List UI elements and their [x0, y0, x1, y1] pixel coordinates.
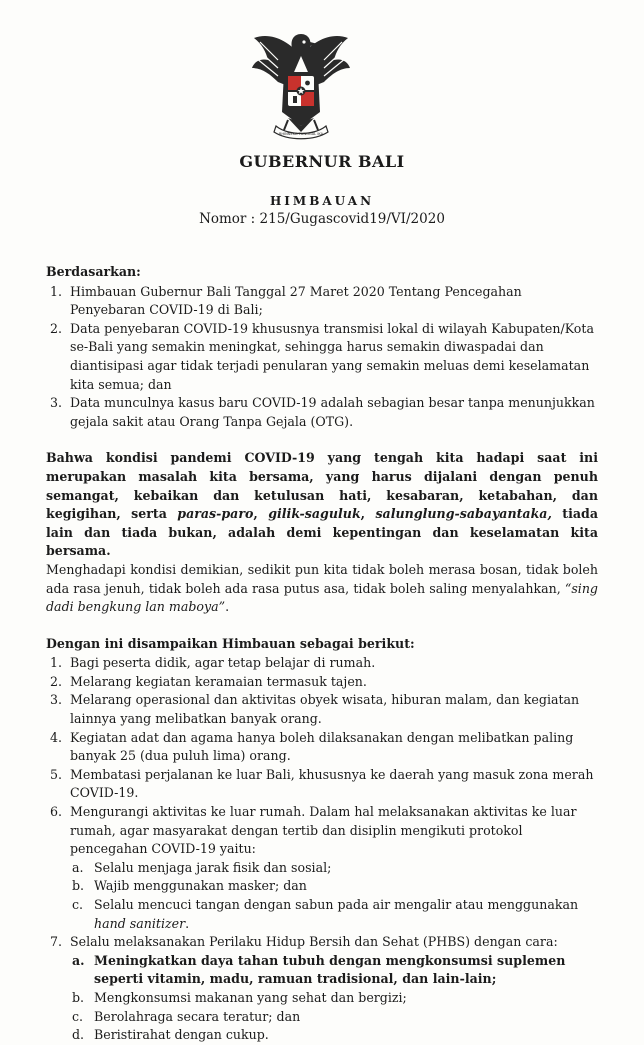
garuda-pancasila-emblem-icon: [248, 26, 354, 142]
appeal-heading: Dengan ini disampaikan Himbauan sebagai berikut:: [46, 635, 415, 651]
sub-list: [70, 859, 598, 933]
statement-paragraph: Bahwa kondisi pandemi COVID-19 yang tengah kita hadapi saat ini merupakan masalah kita bersama, yang harus dijalani dengan penuh semangat, kebaikan dan ketulusan hati, kesabaran, ketabahan, dan kegigihan, serta paras-paro, gilik-saguluk, salunglung-sabayantaka, tiada lain dan tiada bukan, adalah demi kepentingan dan keselamatan kita bersama.: [46, 450, 598, 559]
document-number: Nomor : 215/Gugascovid19/VI/2020: [199, 211, 445, 227]
list-item: 1. Bagi peserta didik, agar tetap belajar di rumah.: [50, 655, 376, 671]
basis-list: [46, 283, 598, 432]
sub-list-item: c. Berolahraga secara teratur; dan: [72, 1008, 301, 1024]
issuer-title: GUBERNUR BALI: [239, 152, 405, 171]
document-type: HIMBAUAN: [269, 194, 375, 208]
list-item: 6. Mengurangi aktivitas ke luar rumah. Dalam hal melaksanakan aktivitas ke luar rumah, agar masyarakat dengan tertib dan disiplin mengikuti protokol pencegahan COVID-19 yaitu: a. Selalu menjaga jarak fisik dan sosial; b. Wajib menggunakan masker; dan c. Selalu mencuci tangan dengan sabun pada air mengalir atau menggunakan hand sanitizer.: [46, 803, 598, 933]
sub-list: [70, 952, 598, 1045]
appeal-list: [46, 654, 598, 1044]
list-item: 1. Himbauan Gubernur Bali Tanggal 27 Maret 2020 Tentang Pencegahan Penyebaran COVID-19 di Bali;: [50, 283, 522, 318]
statement-follow-paragraph: Menghadapi kondisi demikian, sedikit pun kita tidak boleh merasa bosan, tidak boleh ada rasa jenuh, tidak boleh ada rasa putus asa, tidak boleh saling menyalahkan, “sing dadi bengkung lan maboya”.: [46, 561, 598, 615]
basis-heading: Berdasarkan:: [46, 264, 141, 279]
sub-list-item: a. Selalu menjaga jarak fisik dan sosial;: [72, 859, 332, 875]
sub-list-item: a. Meningkatkan daya tahan tubuh dengan mengkonsumsi suplemen seperti vitamin, madu, ramuan tradisional, dan lain-lain;: [72, 952, 566, 987]
sub-list-item: b. Mengkonsumsi makanan yang sehat dan bergizi;: [72, 989, 407, 1005]
sub-list-item: c. Selalu mencuci tangan dengan sabun pada air mengalir atau menggunakan hand sanitizer.: [72, 897, 579, 931]
list-item: 4. Kegiatan adat dan agama hanya boleh dilaksanakan dengan melibatkan paling banyak 25 (dua puluh lima) orang.: [50, 729, 574, 764]
document-body: [46, 263, 598, 1045]
list-item: 5. Membatasi perjalanan ke luar Bali, khususnya ke daerah yang masuk zona merah COVID-19.: [50, 766, 594, 801]
list-item: 7. Selalu melaksanakan Perilaku Hidup Bersih dan Sehat (PHBS) dengan cara: a. Meningkatkan daya tahan tubuh dengan mengkonsumsi suplemen seperti vitamin, madu, ramuan tradisional, dan lain-lain; b. Mengkonsumsi makanan yang sehat dan bergizi; c. Berolahraga secara teratur; dan d. Beristirahat dengan cukup.: [46, 933, 598, 1045]
emblem-motto: BHINNEKA TUNGGAL IKA: [278, 132, 324, 136]
list-item: 2. Data penyebaran COVID-19 khususnya transmisi lokal di wilayah Kabupaten/Kota se-Bali yang semakin meningkat, sehingga harus semakin diwaspadai dan diantisipasi agar tidak terjadi penularan yang semakin meluas demi keselamatan kita semua; dan: [50, 320, 594, 392]
list-item: 3. Melarang operasional dan aktivitas obyek wisata, hiburan malam, dan kegiatan lainnya yang melibatkan banyak orang.: [50, 692, 580, 727]
sub-list-item: d. Beristirahat dengan cukup.: [72, 1027, 269, 1043]
sub-list-item: b. Wajib menggunakan masker; dan: [72, 878, 307, 894]
list-item: 2. Melarang kegiatan keramaian termasuk tajen.: [50, 673, 367, 689]
list-item: 3. Data munculnya kasus baru COVID-19 adalah sebagian besar tanpa menunjukkan gejala sakit atau Orang Tanpa Gejala (OTG).: [50, 395, 595, 429]
